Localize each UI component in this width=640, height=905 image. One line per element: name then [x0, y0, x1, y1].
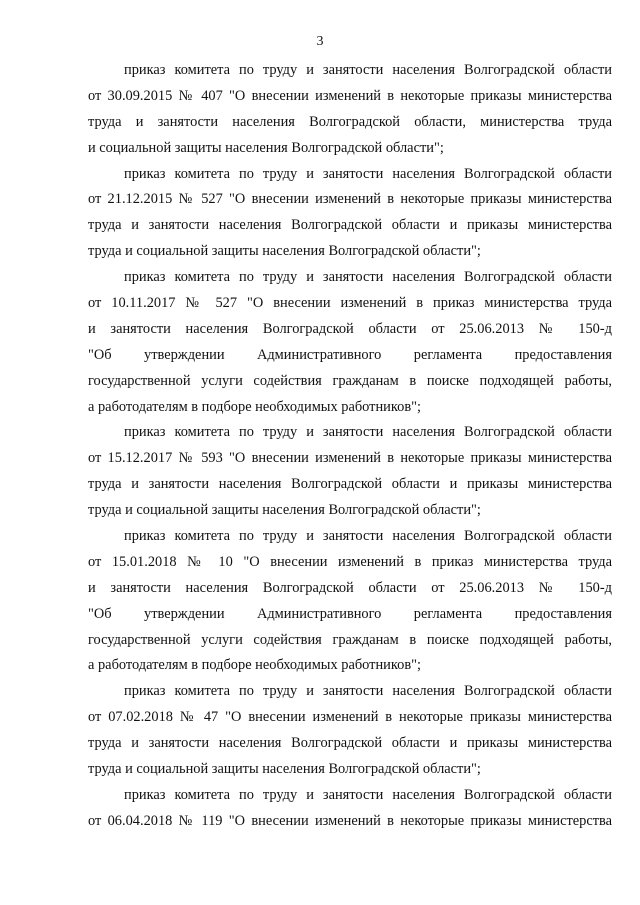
text-line: приказ комитета по труду и занятости населения Волгоградской области	[124, 786, 612, 803]
text-line: приказ комитета по труду и занятости населения Волгоградской области	[124, 683, 612, 700]
text-line: и социальной защиты населения Волгоградской области";	[88, 139, 444, 156]
text-line: приказ комитета по труду и занятости населения Волгоградской области	[124, 424, 612, 441]
text-line: от 15.01.2018 № 10 "О внесении изменений в приказ министерства труда	[88, 553, 612, 570]
text-line: приказ комитета по труду и занятости населения Волгоградской области	[124, 62, 612, 78]
paragraph	[88, 162, 612, 266]
text-line: труда и занятости населения Волгоградской области и приказы министерства	[88, 735, 612, 752]
page-number: 3	[316, 34, 324, 49]
text-line: от 06.04.2018 № 119 "О внесении изменений в некоторые приказы министерства	[88, 812, 612, 829]
text-line: труда и занятости населения Волгоградской области и приказы министерства	[88, 476, 612, 493]
text-line: труда и социальной защиты населения Волгоградской области";	[88, 761, 481, 778]
text-line: от 07.02.2018 № 47 "О внесении изменений в некоторые приказы министерства	[88, 709, 612, 726]
paragraph	[88, 524, 612, 679]
paragraph	[88, 265, 612, 420]
text-line: "Об утверждении Административного регламента предоставления	[88, 605, 612, 622]
paragraph	[88, 783, 612, 835]
text-line: труда и социальной защиты населения Волгоградской области";	[88, 243, 481, 260]
text-line: от 15.12.2017 № 593 "О внесении изменений в некоторые приказы министерства	[88, 450, 612, 467]
text-line: труда и занятости населения Волгоградской области и приказы министерства	[88, 217, 612, 234]
document-body	[88, 58, 612, 835]
text-line: от 10.11.2017 № 527 "О внесении изменений в приказ министерства труда	[88, 295, 612, 312]
text-line: труда и занятости населения Волгоградской области, министерства труда	[88, 113, 612, 130]
text-line: труда и социальной защиты населения Волгоградской области";	[88, 502, 481, 519]
text-line: и занятости населения Волгоградской области от 25.06.2013 № 150-д	[88, 320, 612, 337]
text-line: приказ комитета по труду и занятости населения Волгоградской области	[124, 165, 612, 182]
text-line: от 21.12.2015 № 527 "О внесении изменений в некоторые приказы министерства	[88, 191, 612, 208]
text-line: приказ комитета по труду и занятости населения Волгоградской области	[124, 269, 612, 286]
paragraph	[88, 679, 612, 783]
text-line: государственной услуги содействия гражданам в поиске подходящей работы,	[88, 372, 612, 389]
text-line: а работодателям в подборе необходимых работников";	[88, 657, 421, 674]
paragraph	[88, 420, 612, 524]
text-line: а работодателям в подборе необходимых работников";	[88, 398, 421, 415]
text-line: и занятости населения Волгоградской области от 25.06.2013 № 150-д	[88, 579, 612, 596]
text-line: "Об утверждении Административного регламента предоставления	[88, 346, 612, 363]
text-line: государственной услуги содействия гражданам в поиске подходящей работы,	[88, 631, 612, 648]
text-line: от 30.09.2015 № 407 "О внесении изменений в некоторые приказы министерства	[88, 87, 612, 104]
text-line: приказ комитета по труду и занятости населения Волгоградской области	[124, 528, 612, 545]
paragraph	[88, 58, 612, 162]
